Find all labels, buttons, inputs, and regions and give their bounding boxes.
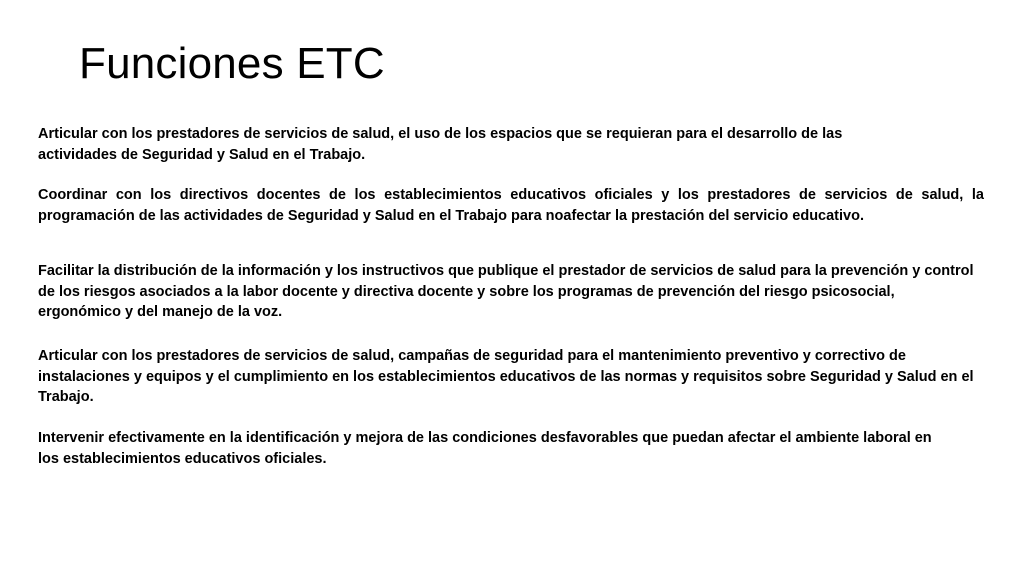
slide-title: Funciones ETC <box>79 39 385 88</box>
paragraph-facilitar-distribucion: Facilitar la distribución de la información y los instructivos que publique el prestador de servicios de salud para la prevención y control de los riesgos asociados a la labor docente y directiva docente y sobre los programas de prevención del riesgo psicosocial, ergonómico y del manejo de la voz. <box>38 263 974 320</box>
paragraph-intervenir-condiciones: Intervenir efectivamente en la identificación y mejora de las condiciones desfavorables que puedan afectar el ambiente laboral en los establecimientos educativos oficiales. <box>38 430 932 467</box>
paragraph-coordinar-programacion: Coordinar con los directivos docentes de los establecimientos educativos oficiales y los prestadores de servicios de salud, la programación de las actividades de Seguridad y Salud en el Trabajo para noafectar la prestación del servicio educativo. <box>38 187 984 224</box>
paragraph-articular-espacios: Articular con los prestadores de servicios de salud, el uso de los espacios que se requieran para el desarrollo de las actividades de Seguridad y Salud en el Trabajo. <box>38 126 843 163</box>
paragraph-articular-campanas: Articular con los prestadores de servicios de salud, campañas de seguridad para el mantenimiento preventivo y correctivo de instalaciones y equipos y el cumplimiento en los establecimientos educativos de las normas y requisitos sobre Seguridad y Salud en el Trabajo. <box>38 348 974 405</box>
